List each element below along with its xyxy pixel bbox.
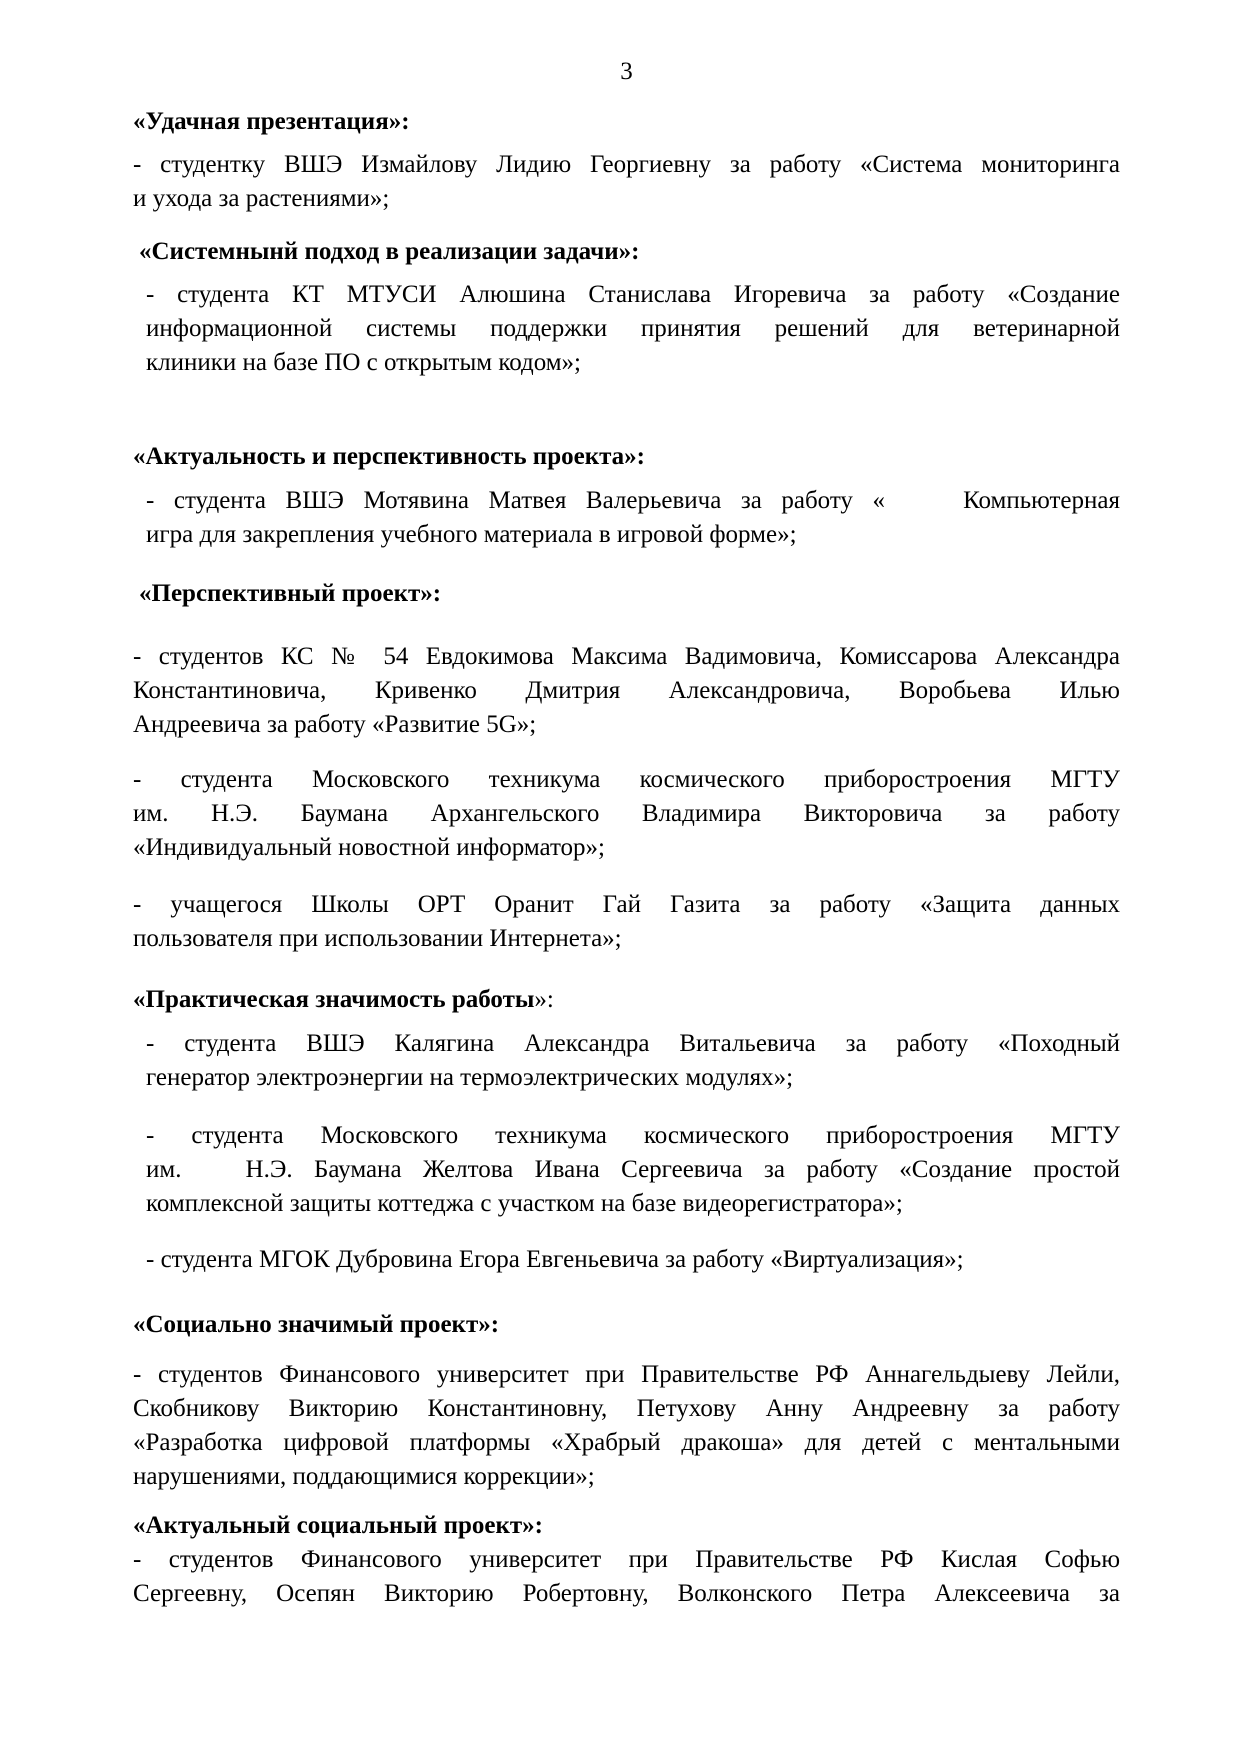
page-number: 3 — [620, 58, 633, 85]
section-heading — [133, 1509, 1120, 1543]
paragraph — [133, 278, 1120, 380]
paragraph-line: - студента КТ МТУСИ Алюшина Станислава Игоревича за работу «Создание — [146, 281, 1120, 308]
paragraph-line: игра для закрепления учебного материала в игровой форме»; — [146, 521, 797, 548]
paragraph — [133, 1358, 1120, 1494]
section-heading — [133, 235, 1120, 269]
paragraph-line: - студентов Финансового университет при Правительстве РФ Кислая Софью — [133, 1546, 1120, 1573]
paragraph-line: - студента ВШЭ Мотявина Матвея Валерьевича за работу « Компьютерная — [146, 487, 1120, 514]
paragraph — [133, 640, 1120, 742]
paragraph-line: Сергеевну, Осепян Викторию Робертовну, Волконского Петра Алексеевича за — [133, 1580, 1120, 1607]
paragraph — [133, 888, 1120, 956]
paragraph-line: комплексной защиты коттеджа с участком на базе видеорегистратора»; — [146, 1190, 903, 1217]
paragraph-line: им. Н.Э. Баумана Архангельского Владимира Викторовича за работу — [133, 800, 1120, 827]
paragraph-line: «Разработка цифровой платформы «Храбрый дракоша» для детей с ментальными — [133, 1429, 1120, 1456]
paragraph-line: - студента Московского техникума космического приборостроения МГТУ — [146, 1122, 1120, 1149]
paragraph-line: - учащегося Школы ОРТ Оранит Гай Газита за работу «Защита данных — [133, 891, 1120, 918]
heading-tail: »: — [534, 986, 554, 1013]
paragraph-line: - студентов КС № 54 Евдокимова Максима Вадимовича, Комиссарова Александра — [133, 643, 1120, 670]
paragraph-line: им. Н.Э. Баумана Желтова Ивана Сергеевича за работу «Создание простой — [146, 1156, 1120, 1183]
paragraph-line: «Индивидуальный новостной информатор»; — [133, 834, 605, 861]
heading-text: «Актуальность и перспективность проекта»: — [133, 443, 646, 470]
section-heading — [133, 440, 1120, 474]
paragraph-line: - студента ВШЭ Калягина Александра Витальевича за работу «Походный — [146, 1030, 1120, 1057]
heading-text: «Перспективный проект»: — [139, 580, 442, 607]
heading-text: «Актуальный социальный проект»: — [133, 1512, 543, 1539]
paragraph-line: информационной системы поддержки принятия решений для ветеринарной — [146, 315, 1120, 342]
paragraph — [133, 1027, 1120, 1095]
paragraph-line: пользователя при использовании Интернета»; — [133, 925, 622, 952]
paragraph — [133, 1243, 1120, 1277]
section-heading — [133, 1308, 1120, 1342]
paragraph-line: нарушениями, поддающимися коррекции»; — [133, 1463, 595, 1490]
paragraph-line: клиники на базе ПО с открытым кодом»; — [146, 349, 581, 376]
paragraph — [133, 1543, 1120, 1611]
paragraph-line: Скобникову Викторию Константиновну, Петухову Анну Андреевну за работу — [133, 1395, 1120, 1422]
paragraph-line: - студента Московского техникума космического приборостроения МГТУ — [133, 766, 1120, 793]
paragraph-line: Константиновича, Кривенко Дмитрия Александровича, Воробьева Илью — [133, 677, 1120, 704]
section-heading — [133, 983, 1120, 1017]
heading-text: «Социально значимый проект»: — [133, 1311, 500, 1338]
paragraph — [133, 763, 1120, 865]
heading-text: «Удачная презентация»: — [133, 108, 410, 135]
paragraph — [133, 148, 1120, 216]
paragraph-line: генератор электроэнергии на термоэлектрических модулях»; — [146, 1064, 794, 1091]
section-heading — [133, 105, 1120, 139]
heading-text: «Практическая значимость работы — [133, 986, 535, 1013]
paragraph-line: - студентов Финансового университет при Правительстве РФ Аннагельдыеву Лейли, — [133, 1361, 1120, 1388]
paragraph-line: и ухода за растениями»; — [133, 185, 390, 212]
paragraph-line: - студента МГОК Дубровина Егора Евгеньевича за работу «Виртуализация»; — [146, 1246, 964, 1273]
heading-text: «Системнынй подход в реализации задачи»: — [139, 238, 640, 265]
paragraph-line: - студентку ВШЭ Измайлову Лидию Георгиевну за работу «Система мониторинга — [133, 151, 1120, 178]
section-heading — [133, 577, 1120, 611]
paragraph — [133, 484, 1120, 552]
paragraph — [133, 1119, 1120, 1221]
paragraph-line: Андреевича за работу «Развитие 5G»; — [133, 711, 537, 738]
